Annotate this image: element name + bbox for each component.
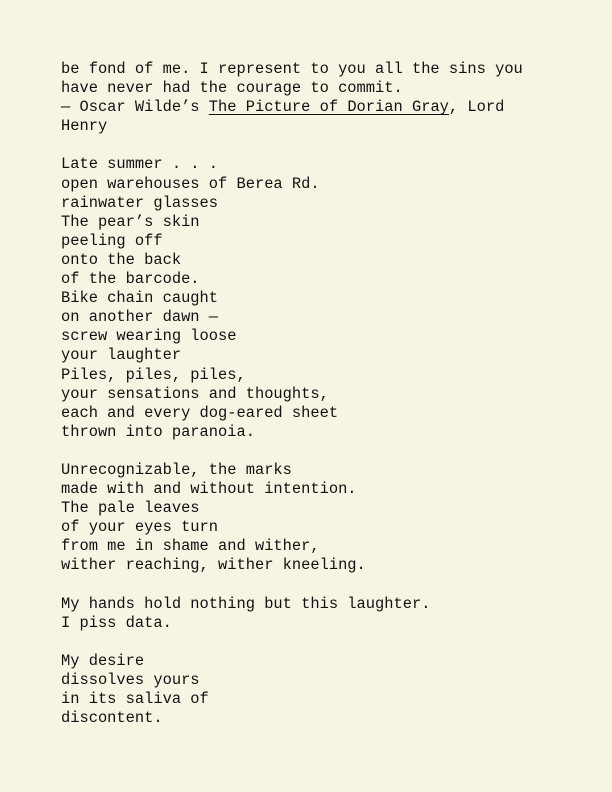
poem-line: Unrecognizable, the marks <box>61 460 292 479</box>
stanza-2 <box>61 461 591 576</box>
stanza-3 <box>61 595 591 633</box>
stanza-1 <box>61 155 591 441</box>
poem-line: onto the back <box>61 250 182 269</box>
stanza-gap <box>61 136 591 155</box>
poem-line: Bike chain caught <box>61 289 219 308</box>
stanza-gap <box>61 442 591 461</box>
poem-line: My desire <box>61 651 145 670</box>
document-page <box>61 60 591 728</box>
poem-line: open warehouses of Berea Rd. <box>61 174 320 193</box>
attribution-prefix: — Oscar Wilde’s <box>61 98 209 117</box>
poem-line: on another dawn — <box>61 308 219 327</box>
epigraph-attribution <box>61 98 591 117</box>
poem-line: your sensations and thoughts, <box>61 384 329 403</box>
poem-line: Late summer . . . <box>61 155 219 174</box>
poem-line: your laughter <box>61 346 182 365</box>
poem-line: Piles, piles, piles, <box>61 365 246 384</box>
poem-line: in its saliva of <box>61 690 209 709</box>
poem-line: peeling off <box>61 231 163 250</box>
epigraph-attribution-line2: Henry <box>61 117 108 136</box>
poem-line: rainwater glasses <box>61 193 219 212</box>
book-title: The Picture of Dorian Gray <box>208 98 449 117</box>
poem-line: The pale leaves <box>61 499 200 518</box>
poem-line: dissolves yours <box>61 671 200 689</box>
poem-line: I piss data. <box>61 613 172 632</box>
stanza-gap <box>61 576 591 595</box>
poem-line: of the barcode. <box>61 270 200 289</box>
attribution-suffix: , Lord <box>448 98 505 117</box>
stanza-4 <box>61 652 591 728</box>
poem-line: from me in shame and wither, <box>61 537 320 556</box>
poem-line: The pear’s skin <box>61 212 200 231</box>
poem-line: wither reaching, wither kneeling. <box>61 556 366 575</box>
poem-line: made with and without intention. <box>61 480 357 499</box>
poem-line: thrown into paranoia. <box>61 422 255 441</box>
epigraph <box>61 60 591 136</box>
stanza-gap <box>61 633 591 652</box>
poem-line: discontent. <box>61 709 163 728</box>
poem-line: My hands hold nothing but this laughter. <box>61 594 431 613</box>
epigraph-line: be fond of me. I represent to you all the sins you <box>61 60 523 78</box>
poem-line: of your eyes turn <box>61 518 219 537</box>
poem-line: each and every dog-eared sheet <box>61 403 339 422</box>
poem-line: screw wearing loose <box>61 327 237 346</box>
epigraph-line: have never had the courage to commit. <box>61 79 403 98</box>
